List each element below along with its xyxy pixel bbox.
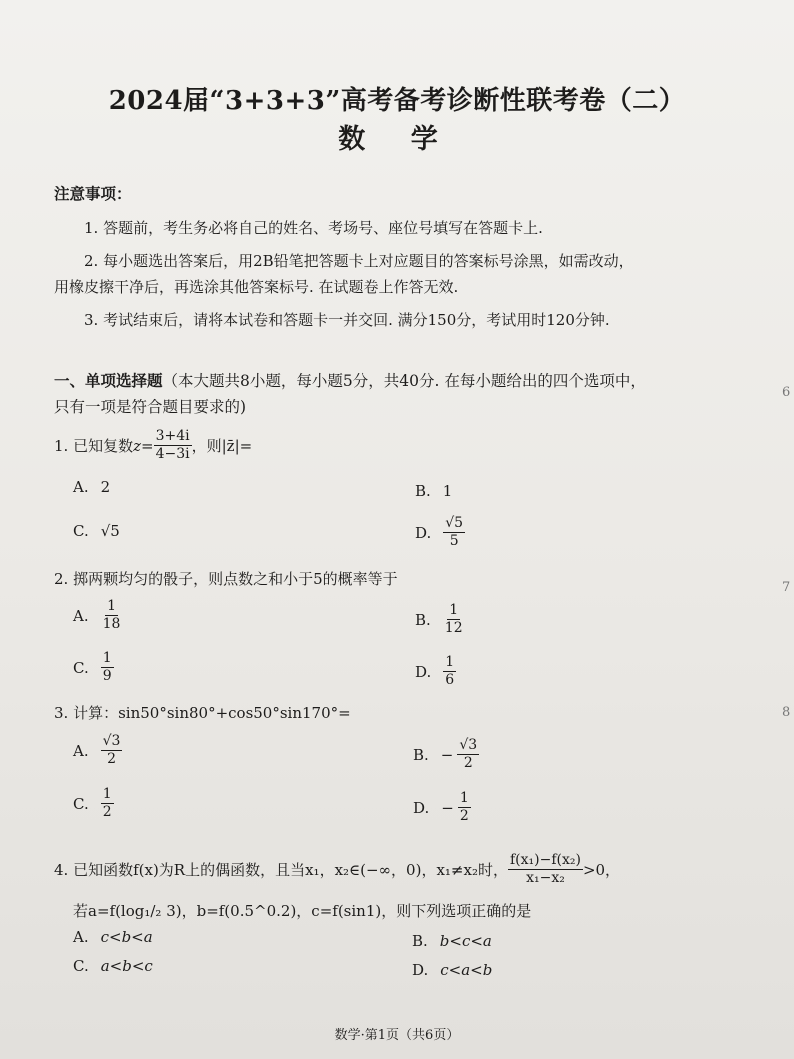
denominator: 12 (444, 620, 463, 636)
q1-option-c (73, 522, 120, 540)
q1-numerator: 3+4i (155, 428, 190, 444)
denominator: 2 (463, 755, 473, 771)
q4-numerator: f(x₁)−f(x₂) (509, 852, 581, 868)
numerator: 1 (102, 786, 112, 802)
option-label: A. (73, 606, 89, 625)
option-label: D. (412, 961, 429, 979)
option-fraction (101, 786, 114, 821)
exam-title: 2024届“3+3+3”高考备考诊断性联考卷（二） (108, 86, 686, 116)
q2-option-a (73, 598, 122, 633)
q3-option-c (73, 786, 114, 821)
numerator: √3 (459, 737, 478, 753)
section-desc-b: 只有一项是符合题目要求的) (54, 398, 247, 416)
q1-fraction (154, 428, 192, 463)
question-1-stem (54, 428, 252, 463)
option-label: C. (73, 658, 89, 677)
q4-fraction (508, 852, 583, 887)
option-label: B. (415, 482, 431, 500)
notice-item-1: 1. 答题前，考生务必将自己的姓名、考场号、座位号填写在答题卡上. (84, 219, 543, 237)
minus-sign: − (441, 798, 454, 817)
question-3-stem: 3. 计算：sin50°sin80°+cos50°sin170°= (54, 704, 351, 722)
denominator: 2 (102, 804, 112, 820)
question-4-stem-1 (54, 852, 620, 887)
denominator: 6 (445, 672, 455, 688)
numerator: √3 (102, 733, 121, 749)
minus-sign: − (440, 745, 454, 764)
numerator: √5 (445, 515, 464, 531)
option-text: 1 (442, 482, 453, 500)
edge-mark: 7 (782, 580, 791, 595)
notice-heading: 注意事项： (54, 184, 132, 203)
page-footer: 数学·第1页（共6页） (334, 1028, 460, 1043)
section-heading (54, 368, 734, 420)
q2-option-c (73, 650, 114, 685)
numerator: 1 (449, 602, 459, 618)
q4-option-d (412, 961, 492, 979)
option-label: C. (73, 957, 89, 975)
numerator: 1 (102, 650, 112, 666)
q4-denominator: x₁−x₂ (526, 870, 565, 886)
q1-option-d (415, 515, 465, 550)
q4-frac-tail: >0， (582, 861, 621, 879)
q4-option-a (73, 928, 153, 946)
denominator: 5 (449, 533, 459, 549)
subject-title: 数 学 (338, 124, 456, 155)
denominator: 9 (102, 668, 112, 684)
option-fraction (101, 598, 123, 633)
option-fraction (457, 737, 479, 772)
option-fraction (443, 654, 456, 689)
q2-option-d (415, 654, 456, 689)
q1-denominator: 4−3i (155, 446, 190, 462)
edge-mark: 8 (782, 705, 791, 720)
q4-stem-text: 4. 已知函数f(x)为R上的偶函数，且当x₁，x₂∈(−∞，0)，x₁≠x₂时， (54, 861, 508, 879)
option-label: A. (73, 478, 89, 496)
option-label: B. (412, 932, 428, 950)
option-label: B. (413, 745, 429, 764)
denominator: 18 (102, 616, 121, 632)
numerator: 1 (445, 654, 455, 670)
option-label: C. (73, 522, 89, 540)
option-fraction (101, 733, 123, 768)
option-fraction (101, 650, 114, 685)
q1-var: z= (133, 436, 154, 455)
question-4-stem-2: 若a=f(log₁/₂ 3)，b=f(0.5^0.2)，c=f(sin1)，则下列选项正确的是 (73, 902, 532, 920)
option-label: A. (73, 741, 89, 760)
q1-option-b (415, 482, 452, 500)
option-text: a<b<c (100, 957, 153, 975)
option-text: 2 (100, 478, 111, 496)
numerator: 1 (107, 598, 116, 614)
q3-option-a (73, 733, 122, 768)
option-fraction (443, 515, 465, 550)
question-2-stem: 2. 掷两颗均匀的骰子，则点数之和小于5的概率等于 (54, 570, 398, 588)
q1-suffix: ，则|z̄|= (191, 437, 253, 455)
denominator: 2 (459, 808, 469, 824)
notice-item-3: 3. 考试结束后，请将本试卷和答题卡一并交回. 满分150分，考试用时120分钟. (84, 311, 610, 329)
option-text: b<c<a (439, 932, 492, 950)
option-text: c<a<b (440, 961, 493, 979)
option-label: D. (413, 798, 430, 817)
option-fraction (458, 790, 471, 825)
section-desc-a: （本大题共8小题，每小题5分，共40分. 在每小题给出的四个选项中， (162, 372, 646, 390)
q1-option-a (73, 478, 110, 496)
notice-item-2a: 2. 每小题选出答案后，用2B铅笔把答题卡上对应题目的答案标号涂黑，如需改动， (84, 252, 634, 270)
denominator: 2 (107, 751, 116, 767)
option-fraction (443, 602, 465, 637)
option-label: D. (415, 662, 432, 681)
option-label: C. (73, 794, 89, 813)
edge-mark: 6 (782, 385, 791, 400)
option-text: c<b<a (100, 928, 153, 946)
option-label: A. (73, 928, 89, 946)
option-label: B. (415, 610, 431, 629)
notice-item-2b: 用橡皮擦干净后，再选涂其他答案标号. 在试题卷上作答无效. (54, 278, 459, 296)
q3-option-b (413, 737, 479, 772)
option-label: D. (415, 523, 432, 542)
section-title: 一、单项选择题 (54, 371, 163, 390)
option-text: √5 (100, 522, 120, 540)
q2-option-b (415, 602, 465, 637)
q4-option-c (73, 957, 153, 975)
q3-option-d (413, 790, 471, 825)
q4-option-b (412, 932, 492, 950)
numerator: 1 (459, 790, 469, 806)
q1-prefix: 1. 已知复数 (54, 437, 134, 455)
